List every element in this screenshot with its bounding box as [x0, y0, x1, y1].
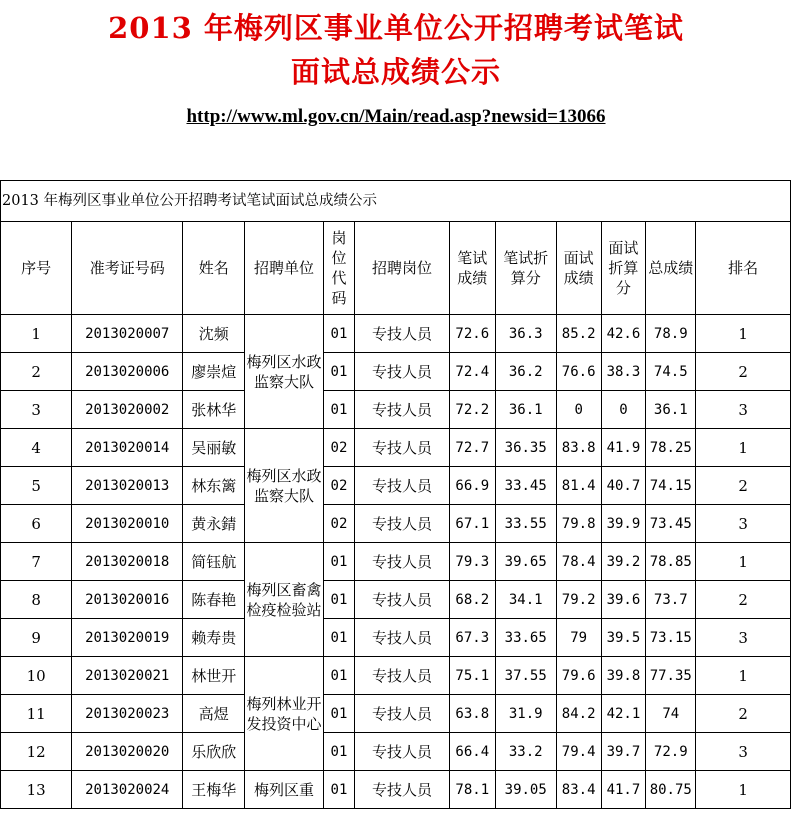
written-score-cell: 78.1 [449, 771, 495, 809]
column-header-written-score: 笔试成绩 [449, 222, 495, 315]
rank-cell: 1 [696, 429, 791, 467]
column-header-interview-score: 面试成绩 [556, 222, 601, 315]
table-row [1, 695, 791, 733]
total-score-cell: 78.9 [646, 315, 696, 353]
total-score-cell: 74.5 [646, 353, 696, 391]
post-cell: 专技人员 [355, 619, 450, 657]
total-score-cell: 78.85 [646, 543, 696, 581]
column-header-post-code: 岗位代码 [323, 222, 355, 315]
post-code-cell: 02 [323, 505, 355, 543]
written-score-cell: 79.3 [449, 543, 495, 581]
written-converted-cell: 36.3 [495, 315, 556, 353]
interview-score-cell: 79.8 [556, 505, 601, 543]
name-cell: 陈春艳 [183, 581, 245, 619]
total-score-cell: 74 [646, 695, 696, 733]
name-cell: 林东篱 [183, 467, 245, 505]
name-cell: 黄永錆 [183, 505, 245, 543]
rank-cell: 1 [696, 657, 791, 695]
interview-converted-cell: 42.6 [601, 315, 646, 353]
total-score-cell: 73.45 [646, 505, 696, 543]
interview-score-cell: 83.8 [556, 429, 601, 467]
exam-id-cell: 2013020013 [72, 467, 183, 505]
post-cell: 专技人员 [355, 543, 450, 581]
seq-cell: 3 [1, 391, 72, 429]
seq-cell: 6 [1, 505, 72, 543]
total-score-cell: 80.75 [646, 771, 696, 809]
post-cell: 专技人员 [355, 771, 450, 809]
written-converted-cell: 33.45 [495, 467, 556, 505]
exam-id-cell: 2013020018 [72, 543, 183, 581]
written-score-cell: 68.2 [449, 581, 495, 619]
total-score-cell: 73.7 [646, 581, 696, 619]
post-code-cell: 01 [323, 315, 355, 353]
exam-id-cell: 2013020019 [72, 619, 183, 657]
table-row [1, 467, 791, 505]
page-title-continued: 面试总成绩公示 [290, 55, 501, 89]
interview-score-cell: 76.6 [556, 353, 601, 391]
column-header-written-converted: 笔试折算分 [495, 222, 556, 315]
post-cell: 专技人员 [355, 353, 450, 391]
column-header-exam-id: 准考证号码 [72, 222, 183, 315]
column-header-post: 招聘岗位 [355, 222, 450, 315]
interview-score-cell: 79 [556, 619, 601, 657]
unit-cell: 梅列林业开发投资中心 [245, 657, 323, 771]
exam-id-cell: 2013020010 [72, 505, 183, 543]
interview-converted-cell: 39.9 [601, 505, 646, 543]
interview-score-cell: 85.2 [556, 315, 601, 353]
name-cell: 廖崇煊 [183, 353, 245, 391]
seq-cell: 13 [1, 771, 72, 809]
seq-cell: 7 [1, 543, 72, 581]
exam-id-cell: 2013020023 [72, 695, 183, 733]
total-score-cell: 77.35 [646, 657, 696, 695]
table-row [1, 771, 791, 809]
total-score-cell: 36.1 [646, 391, 696, 429]
written-score-cell: 63.8 [449, 695, 495, 733]
table-caption: 2013 年梅列区事业单位公开招聘考试笔试面试总成绩公示 [1, 181, 791, 222]
post-code-cell: 01 [323, 543, 355, 581]
total-score-cell: 74.15 [646, 467, 696, 505]
exam-id-cell: 2013020020 [72, 733, 183, 771]
rank-cell: 3 [696, 505, 791, 543]
written-converted-cell: 37.55 [495, 657, 556, 695]
post-cell: 专技人员 [355, 581, 450, 619]
rank-cell: 2 [696, 695, 791, 733]
table-row [1, 429, 791, 467]
post-cell: 专技人员 [355, 467, 450, 505]
written-score-cell: 72.2 [449, 391, 495, 429]
interview-converted-cell: 39.2 [601, 543, 646, 581]
written-score-cell: 75.1 [449, 657, 495, 695]
seq-cell: 5 [1, 467, 72, 505]
column-header-total: 总成绩 [646, 222, 696, 315]
table-row [1, 657, 791, 695]
source-url-link[interactable]: http://www.ml.gov.cn/Main/read.asp?newsid=13066 [186, 106, 606, 127]
interview-converted-cell: 42.1 [601, 695, 646, 733]
name-cell: 简钰航 [183, 543, 245, 581]
seq-cell: 8 [1, 581, 72, 619]
table-row [1, 391, 791, 429]
written-score-cell: 67.3 [449, 619, 495, 657]
written-score-cell: 67.1 [449, 505, 495, 543]
interview-converted-cell: 41.7 [601, 771, 646, 809]
post-code-cell: 01 [323, 581, 355, 619]
post-cell: 专技人员 [355, 657, 450, 695]
table-row [1, 505, 791, 543]
post-code-cell: 01 [323, 657, 355, 695]
rank-cell: 2 [696, 353, 791, 391]
written-converted-cell: 33.55 [495, 505, 556, 543]
post-cell: 专技人员 [355, 695, 450, 733]
post-code-cell: 01 [323, 771, 355, 809]
rank-cell: 2 [696, 581, 791, 619]
written-converted-cell: 34.1 [495, 581, 556, 619]
exam-id-cell: 2013020024 [72, 771, 183, 809]
interview-score-cell: 0 [556, 391, 601, 429]
seq-cell: 4 [1, 429, 72, 467]
total-score-cell: 73.15 [646, 619, 696, 657]
exam-id-cell: 2013020016 [72, 581, 183, 619]
rank-cell: 1 [696, 543, 791, 581]
interview-converted-cell: 41.9 [601, 429, 646, 467]
interview-score-cell: 84.2 [556, 695, 601, 733]
rank-cell: 1 [696, 315, 791, 353]
written-score-cell: 72.4 [449, 353, 495, 391]
post-code-cell: 02 [323, 429, 355, 467]
table-row [1, 543, 791, 581]
post-cell: 专技人员 [355, 505, 450, 543]
interview-score-cell: 83.4 [556, 771, 601, 809]
interview-score-cell: 78.4 [556, 543, 601, 581]
post-cell: 专技人员 [355, 733, 450, 771]
page-title: 2013 年梅列区事业单位公开招聘考试笔试 [108, 11, 684, 45]
exam-id-cell: 2013020002 [72, 391, 183, 429]
rank-cell: 3 [696, 733, 791, 771]
exam-id-cell: 2013020014 [72, 429, 183, 467]
exam-id-cell: 2013020006 [72, 353, 183, 391]
rank-cell: 2 [696, 467, 791, 505]
column-header-interview-converted: 面试折算分 [601, 222, 646, 315]
written-score-cell: 66.9 [449, 467, 495, 505]
rank-cell: 3 [696, 391, 791, 429]
post-code-cell: 01 [323, 619, 355, 657]
written-converted-cell: 33.65 [495, 619, 556, 657]
interview-converted-cell: 0 [601, 391, 646, 429]
column-header-unit: 招聘单位 [245, 222, 323, 315]
post-code-cell: 01 [323, 695, 355, 733]
interview-converted-cell: 38.3 [601, 353, 646, 391]
name-cell: 赖寿贵 [183, 619, 245, 657]
seq-cell: 2 [1, 353, 72, 391]
written-converted-cell: 31.9 [495, 695, 556, 733]
table-row [1, 353, 791, 391]
total-score-cell: 78.25 [646, 429, 696, 467]
table-row [1, 581, 791, 619]
interview-converted-cell: 40.7 [601, 467, 646, 505]
exam-id-cell: 2013020007 [72, 315, 183, 353]
column-header-name: 姓名 [183, 222, 245, 315]
written-converted-cell: 39.65 [495, 543, 556, 581]
interview-converted-cell: 39.6 [601, 581, 646, 619]
name-cell: 王梅华 [183, 771, 245, 809]
written-score-cell: 72.7 [449, 429, 495, 467]
seq-cell: 1 [1, 315, 72, 353]
written-converted-cell: 36.35 [495, 429, 556, 467]
post-cell: 专技人员 [355, 429, 450, 467]
seq-cell: 12 [1, 733, 72, 771]
unit-cell: 梅列区水政监察大队 [245, 315, 323, 429]
interview-score-cell: 79.2 [556, 581, 601, 619]
interview-converted-cell: 39.7 [601, 733, 646, 771]
name-cell: 沈频 [183, 315, 245, 353]
name-cell: 张林华 [183, 391, 245, 429]
name-cell: 高煜 [183, 695, 245, 733]
unit-cell: 梅列区水政监察大队 [245, 429, 323, 543]
interview-converted-cell: 39.5 [601, 619, 646, 657]
total-score-cell: 72.9 [646, 733, 696, 771]
interview-converted-cell: 39.8 [601, 657, 646, 695]
seq-cell: 11 [1, 695, 72, 733]
interview-score-cell: 79.4 [556, 733, 601, 771]
post-code-cell: 01 [323, 391, 355, 429]
post-cell: 专技人员 [355, 315, 450, 353]
table-row [1, 619, 791, 657]
written-converted-cell: 36.2 [495, 353, 556, 391]
column-header-seq: 序号 [1, 222, 72, 315]
written-score-cell: 72.6 [449, 315, 495, 353]
post-code-cell: 02 [323, 467, 355, 505]
interview-score-cell: 81.4 [556, 467, 601, 505]
unit-cell: 梅列区重 [245, 771, 323, 809]
rank-cell: 3 [696, 619, 791, 657]
table-header-row [1, 222, 791, 315]
results-table [0, 180, 791, 809]
unit-cell: 梅列区畜禽检疫检验站 [245, 543, 323, 657]
post-cell: 专技人员 [355, 391, 450, 429]
table-row [1, 315, 791, 353]
written-converted-cell: 39.05 [495, 771, 556, 809]
written-converted-cell: 33.2 [495, 733, 556, 771]
seq-cell: 10 [1, 657, 72, 695]
seq-cell: 9 [1, 619, 72, 657]
interview-score-cell: 79.6 [556, 657, 601, 695]
table-row [1, 733, 791, 771]
column-header-rank: 排名 [696, 222, 791, 315]
name-cell: 吴丽敏 [183, 429, 245, 467]
name-cell: 乐欣欣 [183, 733, 245, 771]
exam-id-cell: 2013020021 [72, 657, 183, 695]
post-code-cell: 01 [323, 733, 355, 771]
written-score-cell: 66.4 [449, 733, 495, 771]
name-cell: 林世开 [183, 657, 245, 695]
written-converted-cell: 36.1 [495, 391, 556, 429]
rank-cell: 1 [696, 771, 791, 809]
post-code-cell: 01 [323, 353, 355, 391]
